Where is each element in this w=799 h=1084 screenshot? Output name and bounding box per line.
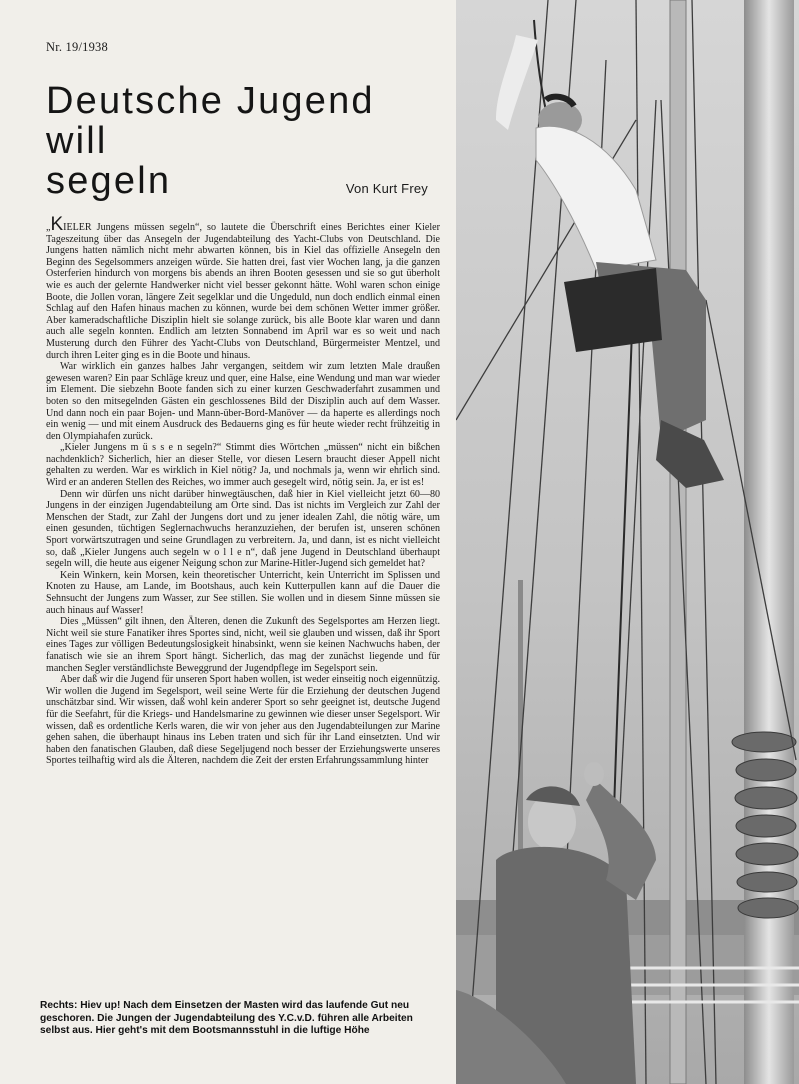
photo-caption: Rechts: Hiev up! Nach dem Einsetzen der Masten wird das laufende Gut neu geschoren. Die Jungen der Jugendabteilung des Y.C.v.D. führen alle Arbeiten selbst aus. Hier geht's mit dem Bootsmannsstuhl in die luftige Höhe [40, 1000, 413, 1037]
headline-row [46, 161, 440, 201]
paragraph-text: IELER Jungens müssen segeln“, so lautete die Überschrift eines Berichtes einer Kieler Tageszeitung über das Ansegeln der Jugendabteilung des Yacht-Clubs von Deutschland. Die Jungens hatten nämlich nicht mehr abwarten können, bis in Kiel das offizielle Ansegeln den Beginn des Segelsommers anzeigen würde. Sie hatten drei, fast vier Wochen lang, ja die ganzen Osterferien hindurch von morgens bis abends an ihren Booten gesessen und sie so gut überholt wie es auch der gelernte Handwerker nicht viel besser gekonnt hätte. Wohl waren schon einige Boote, die Jollen voran, längere Zeit segelklar und die Ungeduld, nun doch endlich einmal einen Schlag auf den Hafen hinaus machen zu können, wurde bei dem schönen Wetter immer größer. Aber kameradschaftliche Disziplin hielt sie solange zurück, bis alle Boote klar waren und dann auch alle segeln konnten. Endlich am letzten Sonnabend im April war es so weit und nach Musterung durch den Führer des Yacht-Clubs von Deutschland, Bürgermeister Mentzel, und durch ihren Leiter ging es in die Boote und hinaus. [46, 222, 440, 361]
drop-cap: K [50, 214, 64, 235]
byline: Von Kurt Frey [345, 181, 428, 196]
headline-line-1: Deutsche Jugend will [46, 80, 375, 162]
article-paragraph-1 [46, 214, 440, 361]
rigging-photo [456, 0, 799, 1084]
center-mast [670, 0, 686, 1084]
main-mast [744, 0, 794, 1084]
issue-number: Nr. 19/1938 [46, 40, 108, 54]
article-paragraph-6: Dies „Müssen“ gilt ihnen, den Älteren, denen die Zukunft des Segelsportes am Herzen liegt. Nicht weil sie sture Fanatiker ihres Sportes sind, nicht, weil sie glauben und wissen, daß ihr Sport eines Tages zur völligen Bedeutungslosigkeit hinabsinkt, wenn sie keinen Nachwuchs haben, der fanatisch wie sie an ihrem Sport hängt. Sicherlich, das mag der zunächst liegende und für manchen Segler verständlichste Beweggrund der Jugendpflege im Segelsport sein. [46, 616, 440, 674]
article-paragraph-7: Aber daß wir die Jugend für unseren Sport haben wollen, ist weder einseitig noch eigennützig. Wir wollen die Jugend im Segelsport, weil seine Werte für die Erziehung der deutschen Jugend unschätzbar sind. Wir wissen, daß wohl kein anderer Sport so sehr geeignet ist, deutsche Jugend für die Seefahrt, für die Kriegs- und Handelsmarine zu gewinnen wie dieser unser Segelsport. Wir wissen, daß es ordentliche Kerls waren, die wir von jeher aus den Jugendabteilungen zur Marine gehen sahen, die überhaupt hinaus ins Leben traten und sich für ihr Land einsetzten. Und wir haben den fanatischen Glauben, daß diese Segeljugend noch besser der Erziehungswerte unseres Sportes teilhaftig wird als die Älteren, nachdem die Zeit der ersten Erfahrungssammlung hinter [46, 674, 440, 767]
article-paragraph-2: War wirklich ein ganzes halbes Jahr vergangen, seitdem wir zum letzten Male draußen gewesen waren? Ein paar Schläge kreuz und quer, eine Halse, eine Wendung und man war wieder im Element. Die siebzehn Boote fanden sich zu einer kurzen Geschwaderfahrt zusammen und boten so den mitsegelnden Gästen ein geschlossenes Bild der Disziplin auch auf dem Wasser. Und dann noch ein paar Bojen- und Mann-über-Bord-Manöver — da haperte es allerdings noch ein wenig — und mit einem Ausdruck des Bedauerns ging es für heute wieder recht frühzeitig in den Olympiahafen zurück. [46, 361, 440, 442]
headline-line-2: segeln [46, 160, 172, 202]
article-paragraph-4: Denn wir dürfen uns nicht darüber hinwegtäuschen, daß hier in Kiel vielleicht jetzt 60—80 Jungens in der einzigen Jugendabteilung am Orte sind. Das ist nichts im Vergleich zur Zahl der Menschen der Stadt, zur Zahl der Jungens dort und zu jener idealen Zahl, die nötig wäre, um einen gesunden, tüchtigen Seglernachwuchs heranzuziehen, der berufen ist, unseren schönen Sport vorwärtszutragen und seine Grundlagen zu verbreitern. Ja, und dann, ist es nicht vielleicht so, daß „Kieler Jungens auch segeln w o l l e n“, daß jene Jugend in Deutschland überhaupt segeln will, die heute aus eigener Neigung schon zur Marine-Hitler-Jugend sich gemeldet hat? [46, 488, 440, 570]
article-paragraph-3: „Kieler Jungens m ü s s e n segeln?“ Stimmt dies Wörtchen „müssen“ nicht ein bißchen nachdenklich? Sicherlich, hier an dieser Stelle, vor diesen Lesern braucht dieser Appell nicht gehalten zu werden. War es wirklich in Kiel nötig? Ja, und nochmals ja, wenn wir ehrlich sind. Wird er an anderen Stellen des Reiches, wo immer auch gesegelt wird, nötig sein. Ja, er ist es! [46, 442, 440, 489]
opening-quote: „ [46, 222, 51, 233]
article-paragraph-5: Kein Winkern, kein Morsen, kein theoretischer Unterricht, kein Unterricht im Splissen und Knoten zu Hause, am Lande, im Bootshaus, auch kein Kutterpullen kann auf die Dauer die Sehnsucht der Jungens zum Wasser, zur See stillen. Sie wollen und in diesem Sinne müssen sie auch hinaus auf Wasser! [46, 569, 440, 616]
